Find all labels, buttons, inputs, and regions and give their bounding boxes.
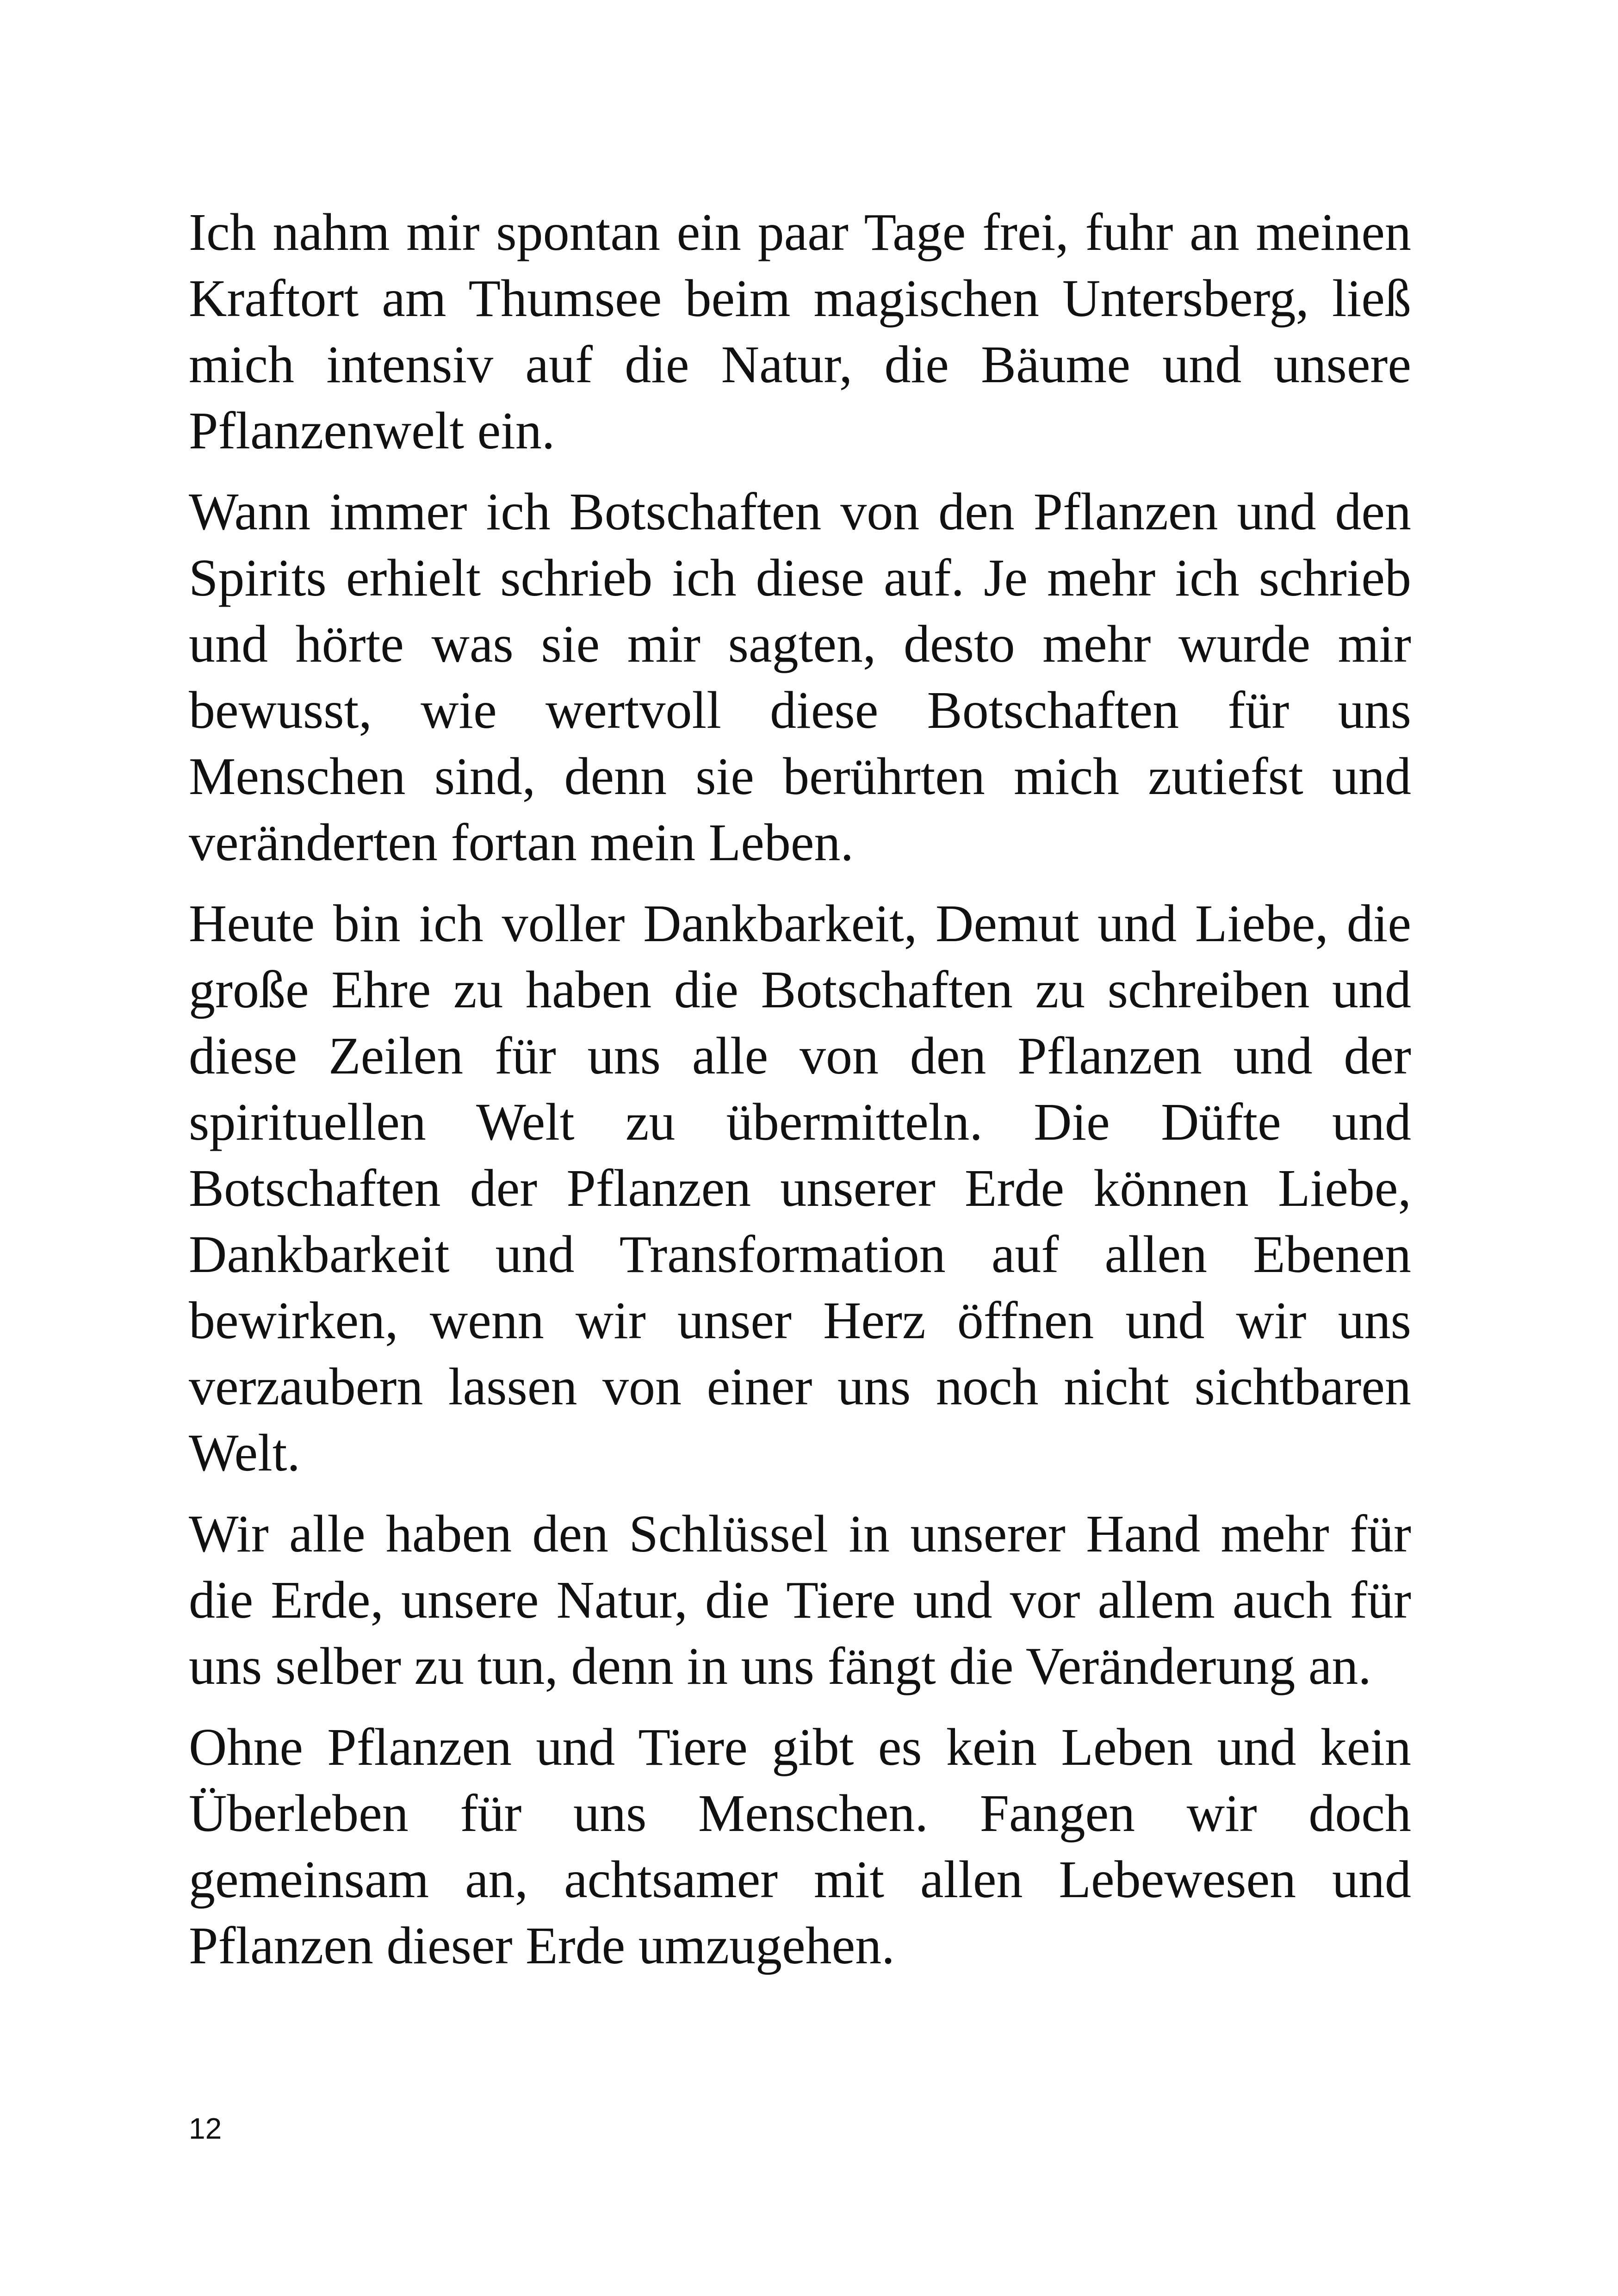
paragraph-2: Wann immer ich Botschaften von den Pflanzen und den Spirits erhielt schrieb ich diese auf. Je mehr ich schrieb und hörte was sie mir sagten, desto mehr wurde mir bewusst, wie wertvoll diese Botschaften für uns Menschen sind, denn sie berührten mich zutiefst und veränderten fortan mein Leben. <box>189 482 1411 872</box>
page-number: 12 <box>189 2112 222 2145</box>
paragraph-1: Ich nahm mir spontan ein paar Tage frei, fuhr an meinen Kraftort am Thumsee beim magischen Untersberg, ließ mich intensiv auf die Natur, die Bäume und unsere Pflanzenwelt ein. <box>189 203 1411 460</box>
paragraph-4: Wir alle haben den Schlüssel in unserer Hand mehr für die Erde, unsere Natur, die Tiere und vor allem auch für uns selber zu tun, denn in uns fängt die Veränderung an. <box>189 1504 1411 1695</box>
paragraph-3: Heute bin ich voller Dankbarkeit, Demut und Liebe, die große Ehre zu haben die Botschaften zu schreiben und diese Zeilen für uns alle von den Pflanzen und der spirituellen Welt zu übermitteln. Die Düfte und Botschaften der Pflanzen unserer Erde können Liebe, Dankbarkeit und Transformation auf allen Ebenen bewirken, wenn wir unser Herz öffnen und wir uns verzaubern lassen von einer uns noch nicht sichtbaren Welt. <box>189 894 1411 1482</box>
paragraph-5: Ohne Pflanzen und Tiere gibt es kein Leben und kein Überleben für uns Menschen. Fangen wir doch gemeinsam an, achtsamer mit allen Lebewesen und Pflanzen dieser Erde umzugehen. <box>189 1718 1411 1975</box>
body-text <box>189 199 1411 1993</box>
